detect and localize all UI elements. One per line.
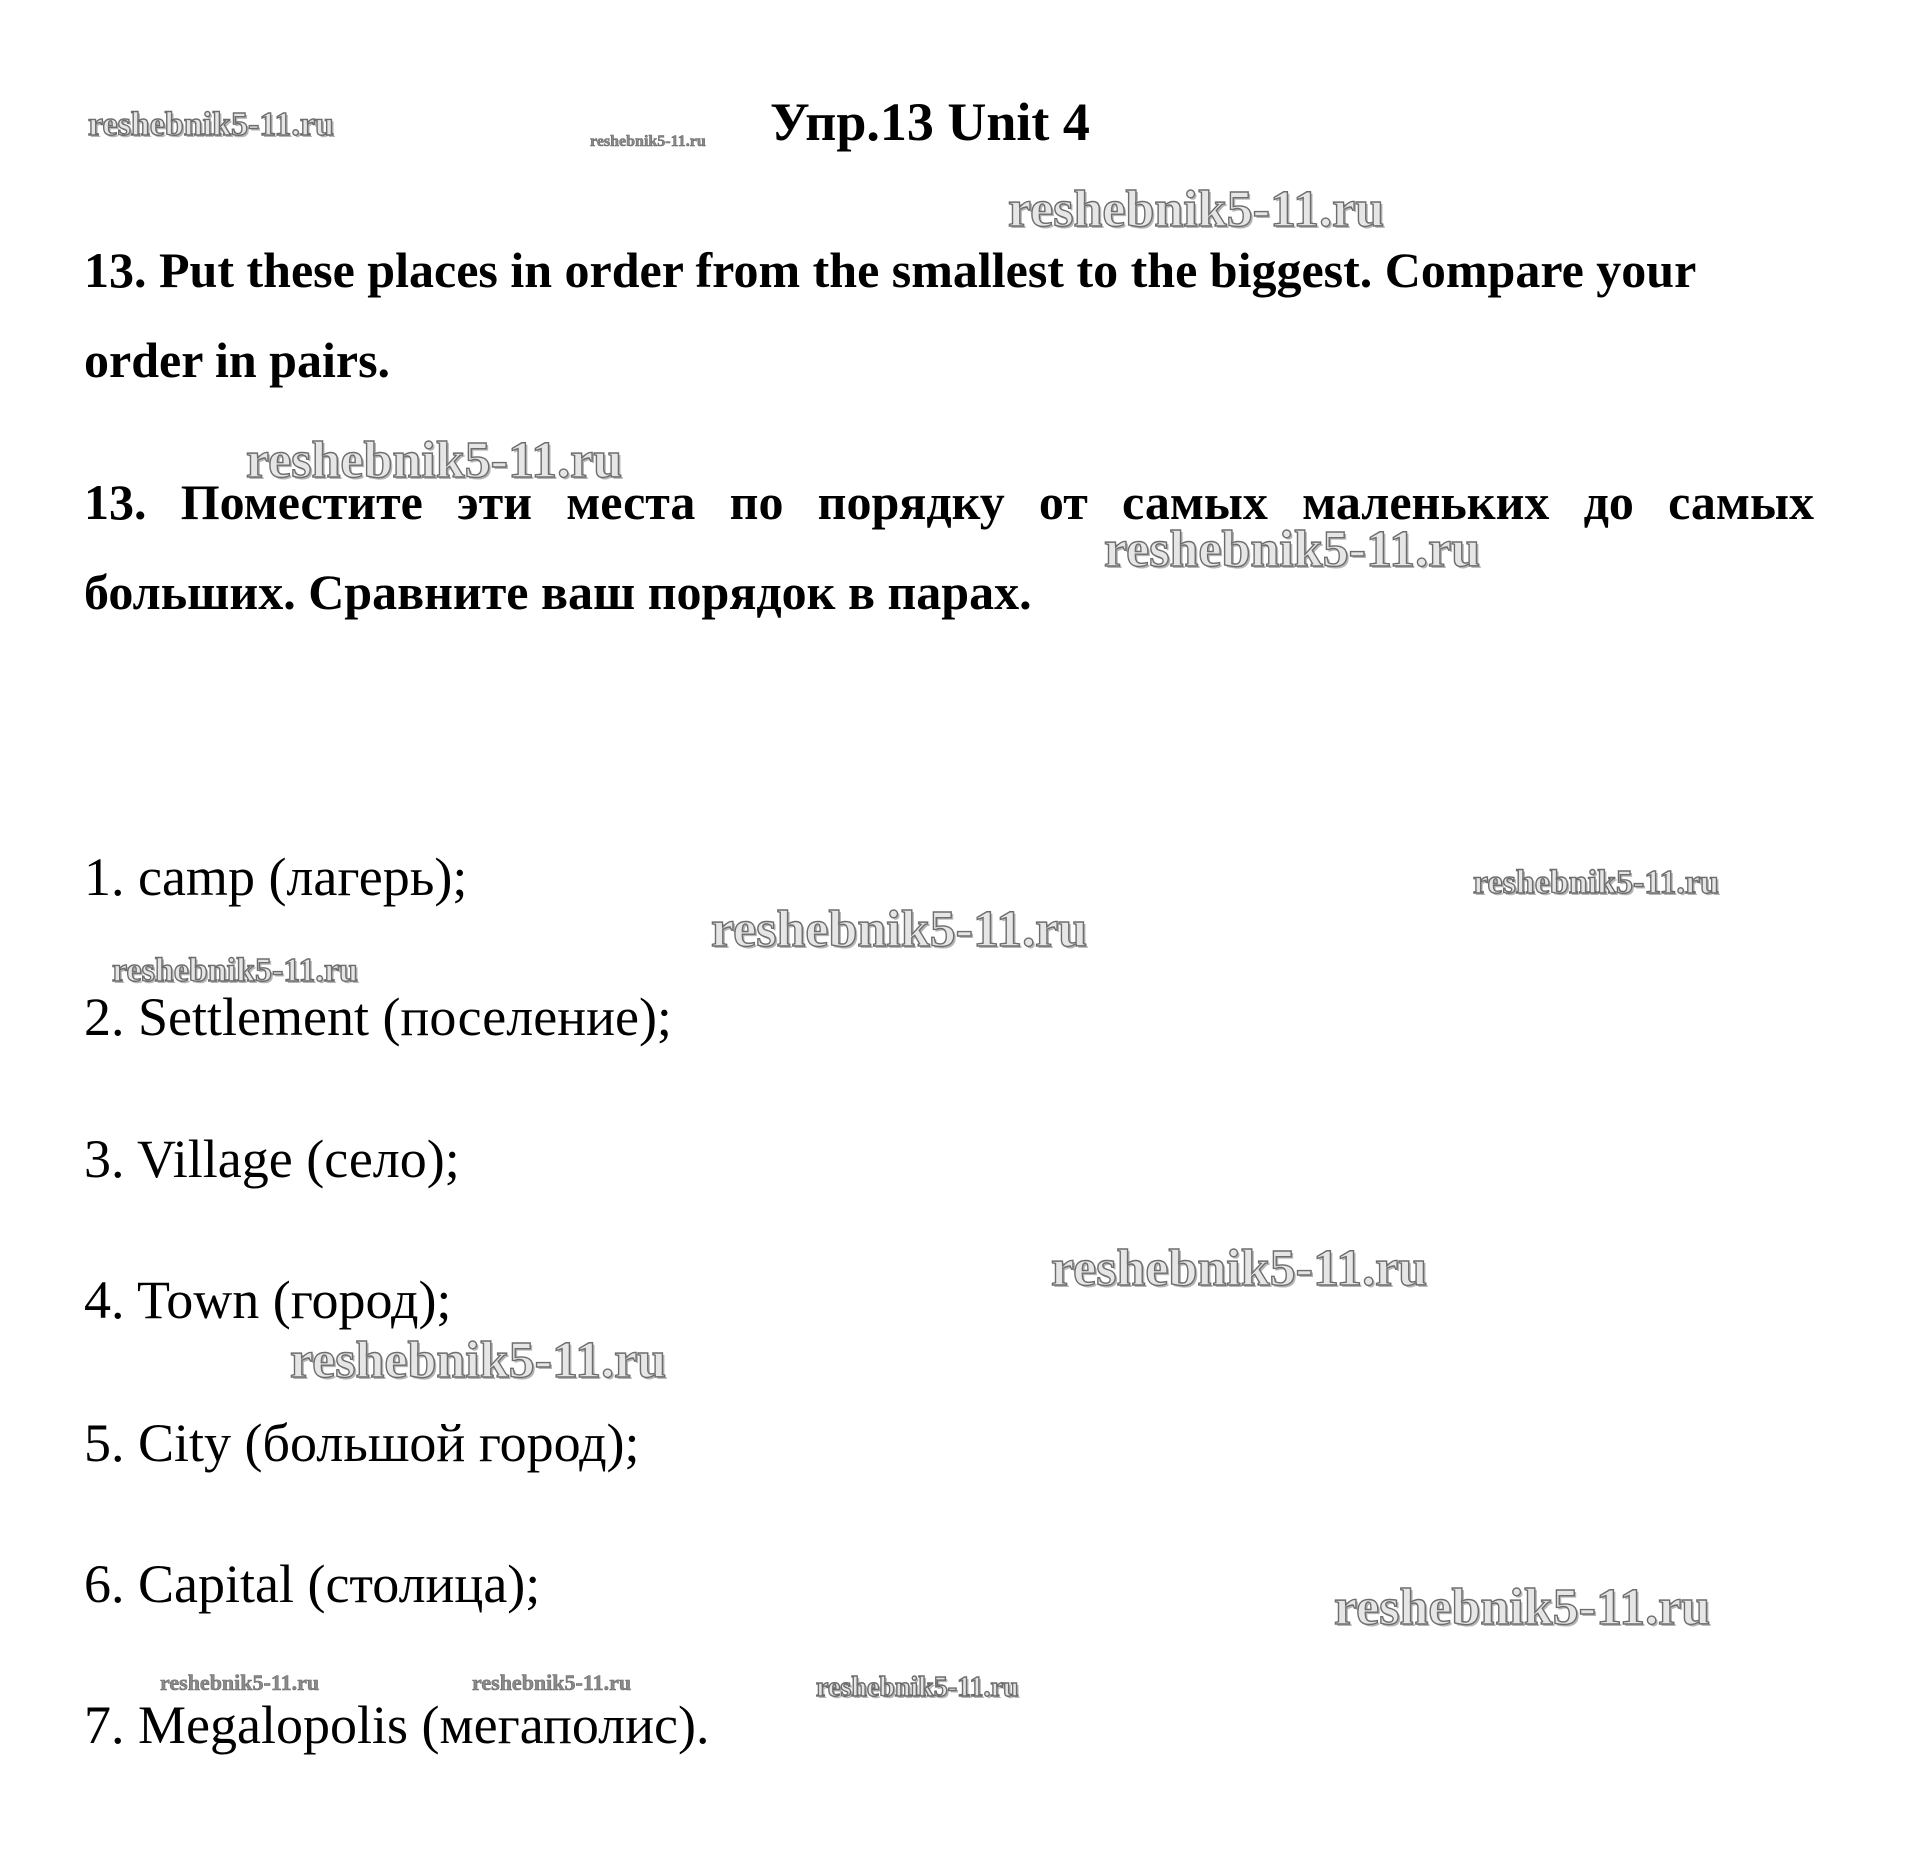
list-item: 3. Village (село); — [84, 1129, 460, 1189]
list-item: 6. Capital (столица); — [84, 1554, 541, 1614]
list-item: 7. Megalopolis (мегаполис). — [84, 1695, 710, 1755]
watermark: reshebnik5-11.ru — [112, 952, 358, 989]
task-text-english: 13. Put these places in order from the smallest to the biggest. Compare your order in pairs. — [84, 242, 1696, 388]
watermark: reshebnik5-11.ru — [160, 1670, 320, 1695]
watermark: reshebnik5-11.ru — [88, 106, 334, 143]
list-item: 5. City (большой город); — [84, 1413, 640, 1473]
page-title: Упр.13 Unit 4 — [770, 92, 1090, 152]
watermark: reshebnik5-11.ru — [1473, 864, 1719, 901]
watermark: reshebnik5-11.ru — [1008, 181, 1385, 238]
watermark: reshebnik5-11.ru — [1051, 1240, 1428, 1297]
watermark: reshebnik5-11.ru — [246, 432, 623, 489]
watermark: reshebnik5-11.ru — [816, 1672, 1019, 1703]
watermark: reshebnik5-11.ru — [290, 1332, 667, 1389]
list-item: 2. Settlement (поселение); — [84, 987, 672, 1047]
watermark: reshebnik5-11.ru — [711, 901, 1088, 958]
task-text-russian: 13. Поместите эти места по порядку от самых маленьких до самых больших. Сравните ваш порядок в парах. — [84, 474, 1814, 620]
watermark: reshebnik5-11.ru — [1334, 1579, 1711, 1636]
list-item: 4. Town (город); — [84, 1270, 452, 1330]
watermark: reshebnik5-11.ru — [590, 133, 706, 150]
watermark: reshebnik5-11.ru — [472, 1670, 632, 1695]
watermark: reshebnik5-11.ru — [1104, 521, 1481, 578]
list-item: 1. camp (лагерь); — [84, 847, 468, 907]
